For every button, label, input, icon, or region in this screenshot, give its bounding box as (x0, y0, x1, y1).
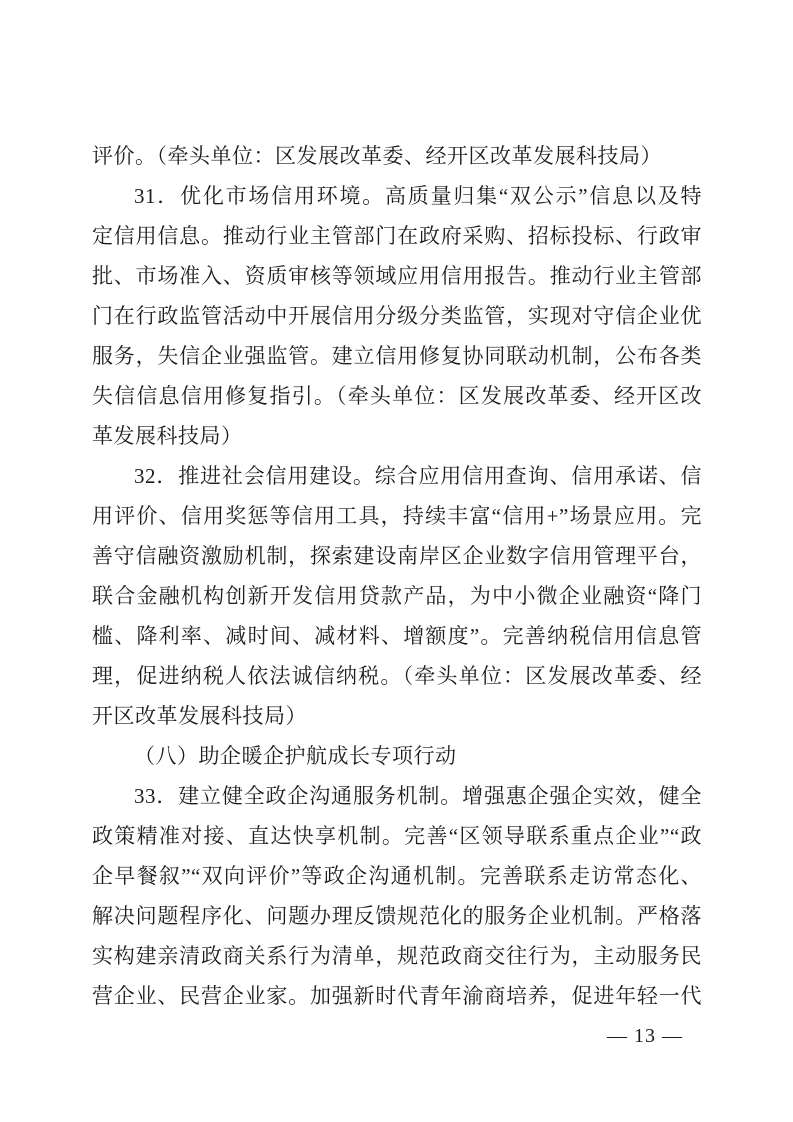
text-block (92, 136, 702, 1016)
text-line: 槛、降利率、减时间、减材料、增额度”。完善纳税信用信息管 (92, 624, 702, 648)
text-line: 32．推进社会信用建设。综合应用信用查询、信用承诺、信 (134, 464, 702, 488)
text-line: 革发展科技局） (92, 424, 243, 448)
text-line: 33．建立健全政企沟通服务机制。增强惠企强企实效，健全 (134, 784, 702, 808)
text-line: 定信用信息。推动行业主管部门在政府采购、招标投标、行政审 (92, 224, 702, 248)
text-line: 用评价、信用奖惩等信用工具，持续丰富“信用+”场景应用。完 (92, 504, 702, 528)
text-line: 政策精准对接、直达快享机制。完善“区领导联系重点企业”“政 (92, 824, 702, 848)
text-line: 联合金融机构创新开发信用贷款产品，为中小微企业融资“降门 (92, 584, 702, 608)
text-line: 企早餐叙”“双向评价”等政企沟通机制。完善联系走访常态化、 (92, 864, 702, 888)
page-number: — 13 — (607, 1025, 683, 1047)
text-line: 解决问题程序化、问题办理反馈规范化的服务企业机制。严格落 (92, 904, 702, 928)
text-line: 服务，失信企业强监管。建立信用修复协同联动机制，公布各类 (92, 344, 702, 368)
text-line: 开区改革发展科技局） (92, 704, 307, 728)
text-line: 失信信息信用修复指引。（牵头单位：区发展改革委、经开区改 (92, 384, 702, 408)
text-line: 实构建亲清政商关系行为清单，规范政商交往行为，主动服务民 (92, 944, 702, 968)
text-line: 评价。（牵头单位：区发展改革委、经开区改革发展科技局） (92, 144, 662, 168)
text-line: 营企业、民营企业家。加强新时代青年渝商培养，促进年轻一代 (92, 984, 702, 1008)
text-line: 理，促进纳税人依法诚信纳税。（牵头单位：区发展改革委、经 (92, 664, 702, 688)
text-line: 31．优化市场信用环境。高质量归集“双公示”信息以及特 (134, 184, 702, 208)
text-line: （八）助企暖企护航成长专项行动 (134, 744, 457, 768)
text-line: 门在行政监管活动中开展信用分级分类监管，实现对守信企业优 (92, 304, 702, 328)
text-line: 批、市场准入、资质审核等领域应用信用报告。推动行业主管部 (92, 264, 702, 288)
text-line: 善守信融资激励机制，探索建设南岸区企业数字信用管理平台， (92, 544, 702, 568)
